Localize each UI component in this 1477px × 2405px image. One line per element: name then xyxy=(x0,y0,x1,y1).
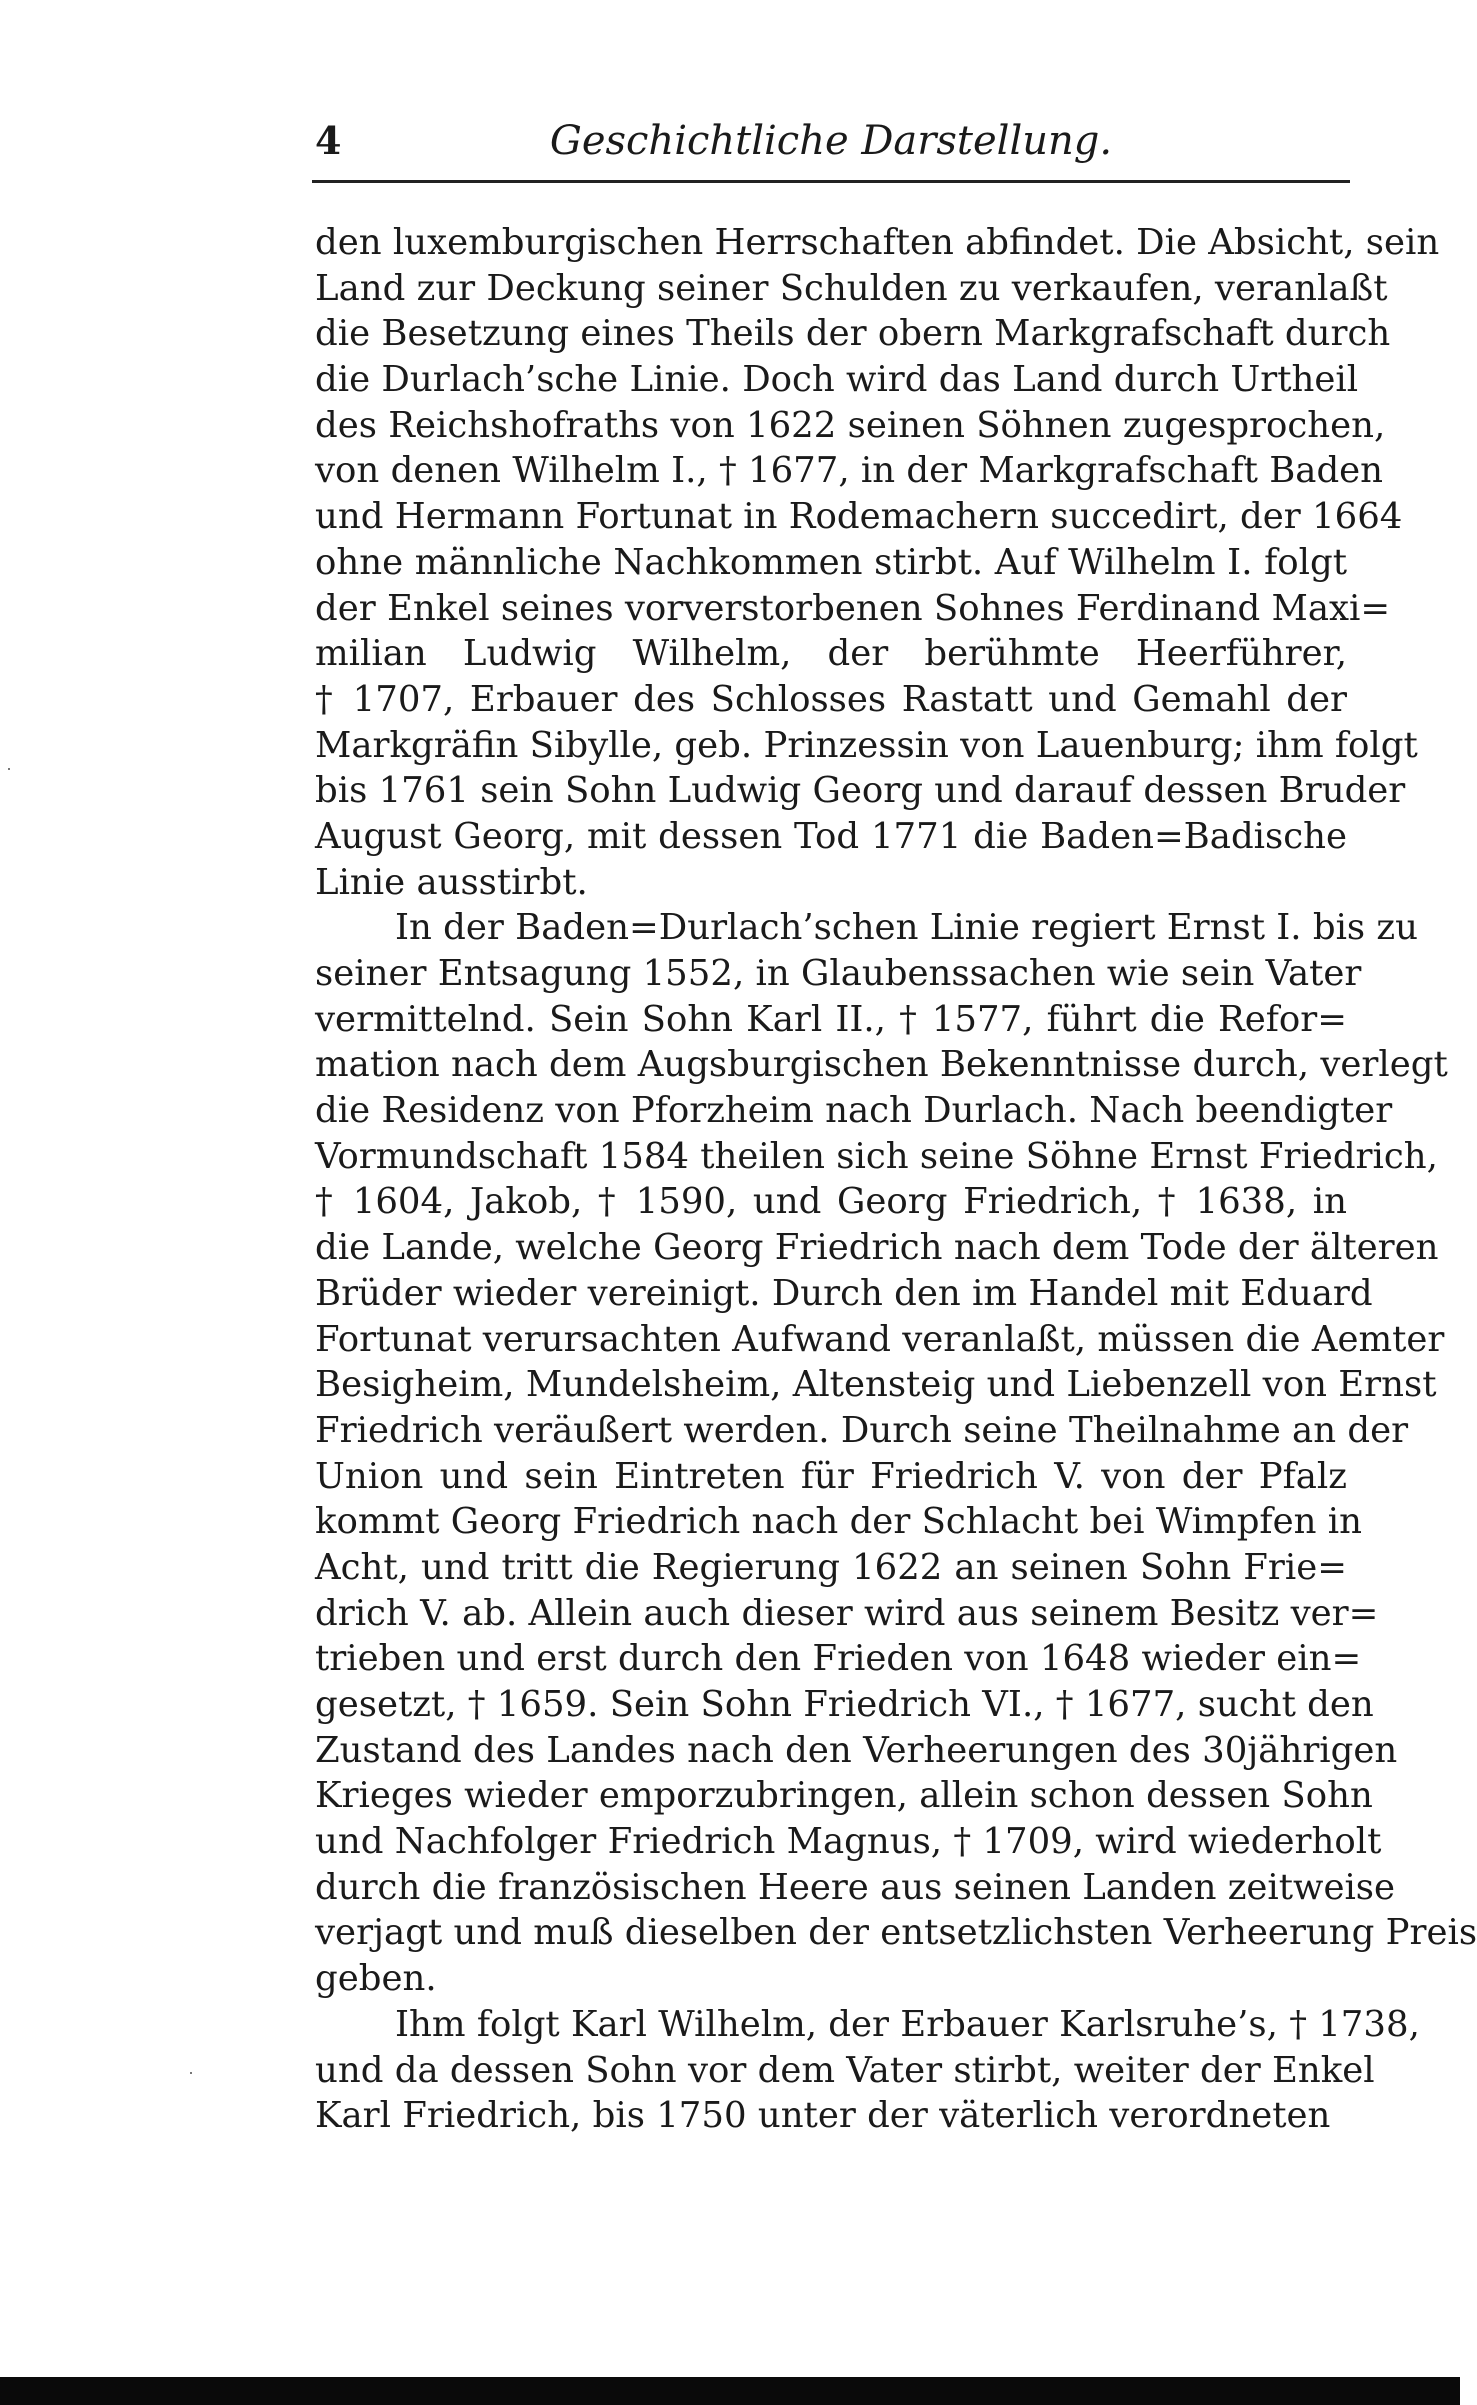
page-header xyxy=(315,110,1347,170)
text-line: Brüder wieder vereinigt. Durch den im Handel mit Eduard xyxy=(315,1272,1373,1314)
text-line: durch die französischen Heere aus seinen Landen zeitweise xyxy=(315,1866,1396,1908)
text-line: Land zur Deckung seiner Schulden zu verkaufen, veranlaßt xyxy=(315,267,1388,309)
text-line: seiner Entsagung 1552, in Glaubenssachen wie sein Vater xyxy=(315,953,1362,994)
text-line: vermittelnd. Sein Sohn Karl II., † 1577, führt die Refor= xyxy=(315,998,1347,1040)
running-title: Geschichtliche Darstellung. xyxy=(549,118,1113,164)
text-line: die Besetzung eines Theils der obern Markgrafschaft durch xyxy=(315,313,1391,355)
header-rule xyxy=(312,180,1350,183)
text-line: Zustand des Landes nach den Verheerungen des 30jährigen xyxy=(315,1729,1398,1771)
body-text xyxy=(315,220,1477,2139)
text-line: Union und sein Eintreten für Friedrich V. von der Pfalz xyxy=(315,1455,1347,1497)
paragraph xyxy=(315,220,1440,905)
text-line: des Reichshofraths von 1622 seinen Söhnen zugesprochen, xyxy=(315,404,1386,446)
text-line: Fortunat verursachten Aufwand veranlaßt, müssen die Aemter xyxy=(315,1318,1445,1360)
paragraph xyxy=(315,2002,1420,2139)
text-line: die Residenz von Pforzheim nach Durlach. Nach beendigter xyxy=(315,1090,1393,1132)
text-line: mation nach dem Augsburgischen Bekenntnisse durch, verlegt xyxy=(315,1044,1448,1086)
text-line: der Enkel seines vorverstorbenen Sohnes Ferdinand Maxi= xyxy=(315,587,1391,629)
text-line: die Durlach’sche Linie. Doch wird das Land durch Urtheil xyxy=(315,359,1359,401)
text-line: Vormundschaft 1584 theilen sich seine Söhne Ernst Friedrich, xyxy=(315,1135,1438,1177)
text-line: † 1604, Jakob, † 1590, und Georg Friedrich, † 1638, in xyxy=(315,1181,1347,1223)
text-line: August Georg, mit dessen Tod 1771 die Baden=Badische xyxy=(315,815,1347,857)
text-line: drich V. ab. Allein auch dieser wird aus seinem Besitz ver= xyxy=(315,1592,1379,1634)
text-line: geben. xyxy=(315,1958,437,2000)
text-line: Markgräfin Sibylle, geb. Prinzessin von Lauenburg; ihm folgt xyxy=(315,724,1418,766)
text-line: von denen Wilhelm I., † 1677, in der Markgrafschaft Baden xyxy=(315,450,1384,492)
text-line: Linie ausstirbt. xyxy=(315,861,588,903)
text-line: Karl Friedrich, bis 1750 unter der väterlich verordneten xyxy=(315,2095,1331,2137)
text-line: und Nachfolger Friedrich Magnus, † 1709, wird wiederholt xyxy=(315,1821,1382,1863)
text-line: Ihm folgt Karl Wilhelm, der Erbauer Karlsruhe’s, † 1738, xyxy=(395,2003,1420,2045)
text-line: † 1707, Erbauer des Schlosses Rastatt und Gemahl der xyxy=(315,678,1347,720)
page-number: 4 xyxy=(315,118,342,163)
text-line: milian Ludwig Wilhelm, der berühmte Heerführer, xyxy=(315,633,1347,675)
text-line: Krieges wieder emporzubringen, allein schon dessen Sohn xyxy=(315,1775,1373,1817)
text-line: und Hermann Fortunat in Rodemachern succedirt, der 1664 xyxy=(315,496,1403,538)
text-line: Besigheim, Mundelsheim, Altensteig und Liebenzell von Ernst xyxy=(315,1364,1437,1406)
text-line: und da dessen Sohn vor dem Vater stirbt, weiter der Enkel xyxy=(315,2049,1375,2091)
scan-bottom-edge xyxy=(0,2377,1460,2405)
text-line: gesetzt, † 1659. Sein Sohn Friedrich VI., † 1677, sucht den xyxy=(315,1684,1374,1725)
text-line: ohne männliche Nachkommen stirbt. Auf Wilhelm I. folgt xyxy=(315,541,1347,583)
text-line: den luxemburgischen Herrschaften abfindet. Die Absicht, sein xyxy=(315,222,1440,263)
text-line: verjagt und muß dieselben der entsetzlichsten Verheerung Preis xyxy=(315,1912,1477,1954)
text-line: kommt Georg Friedrich nach der Schlacht bei Wimpfen in xyxy=(315,1501,1362,1543)
paragraph xyxy=(315,905,1477,2002)
scan-speck xyxy=(190,2072,192,2074)
text-line: trieben und erst durch den Frieden von 1648 wieder ein= xyxy=(315,1638,1362,1680)
text-line: Friedrich veräußert werden. Durch seine Theilnahme an der xyxy=(315,1409,1409,1451)
text-line: die Lande, welche Georg Friedrich nach dem Tode der älteren xyxy=(315,1227,1439,1269)
text-line: bis 1761 sein Sohn Ludwig Georg und darauf dessen Bruder xyxy=(315,770,1406,812)
text-line: In der Baden=Durlach’schen Linie regiert Ernst I. bis zu xyxy=(395,907,1418,949)
scan-speck xyxy=(8,768,10,770)
text-line: Acht, und tritt die Regierung 1622 an seinen Sohn Frie= xyxy=(315,1546,1347,1588)
